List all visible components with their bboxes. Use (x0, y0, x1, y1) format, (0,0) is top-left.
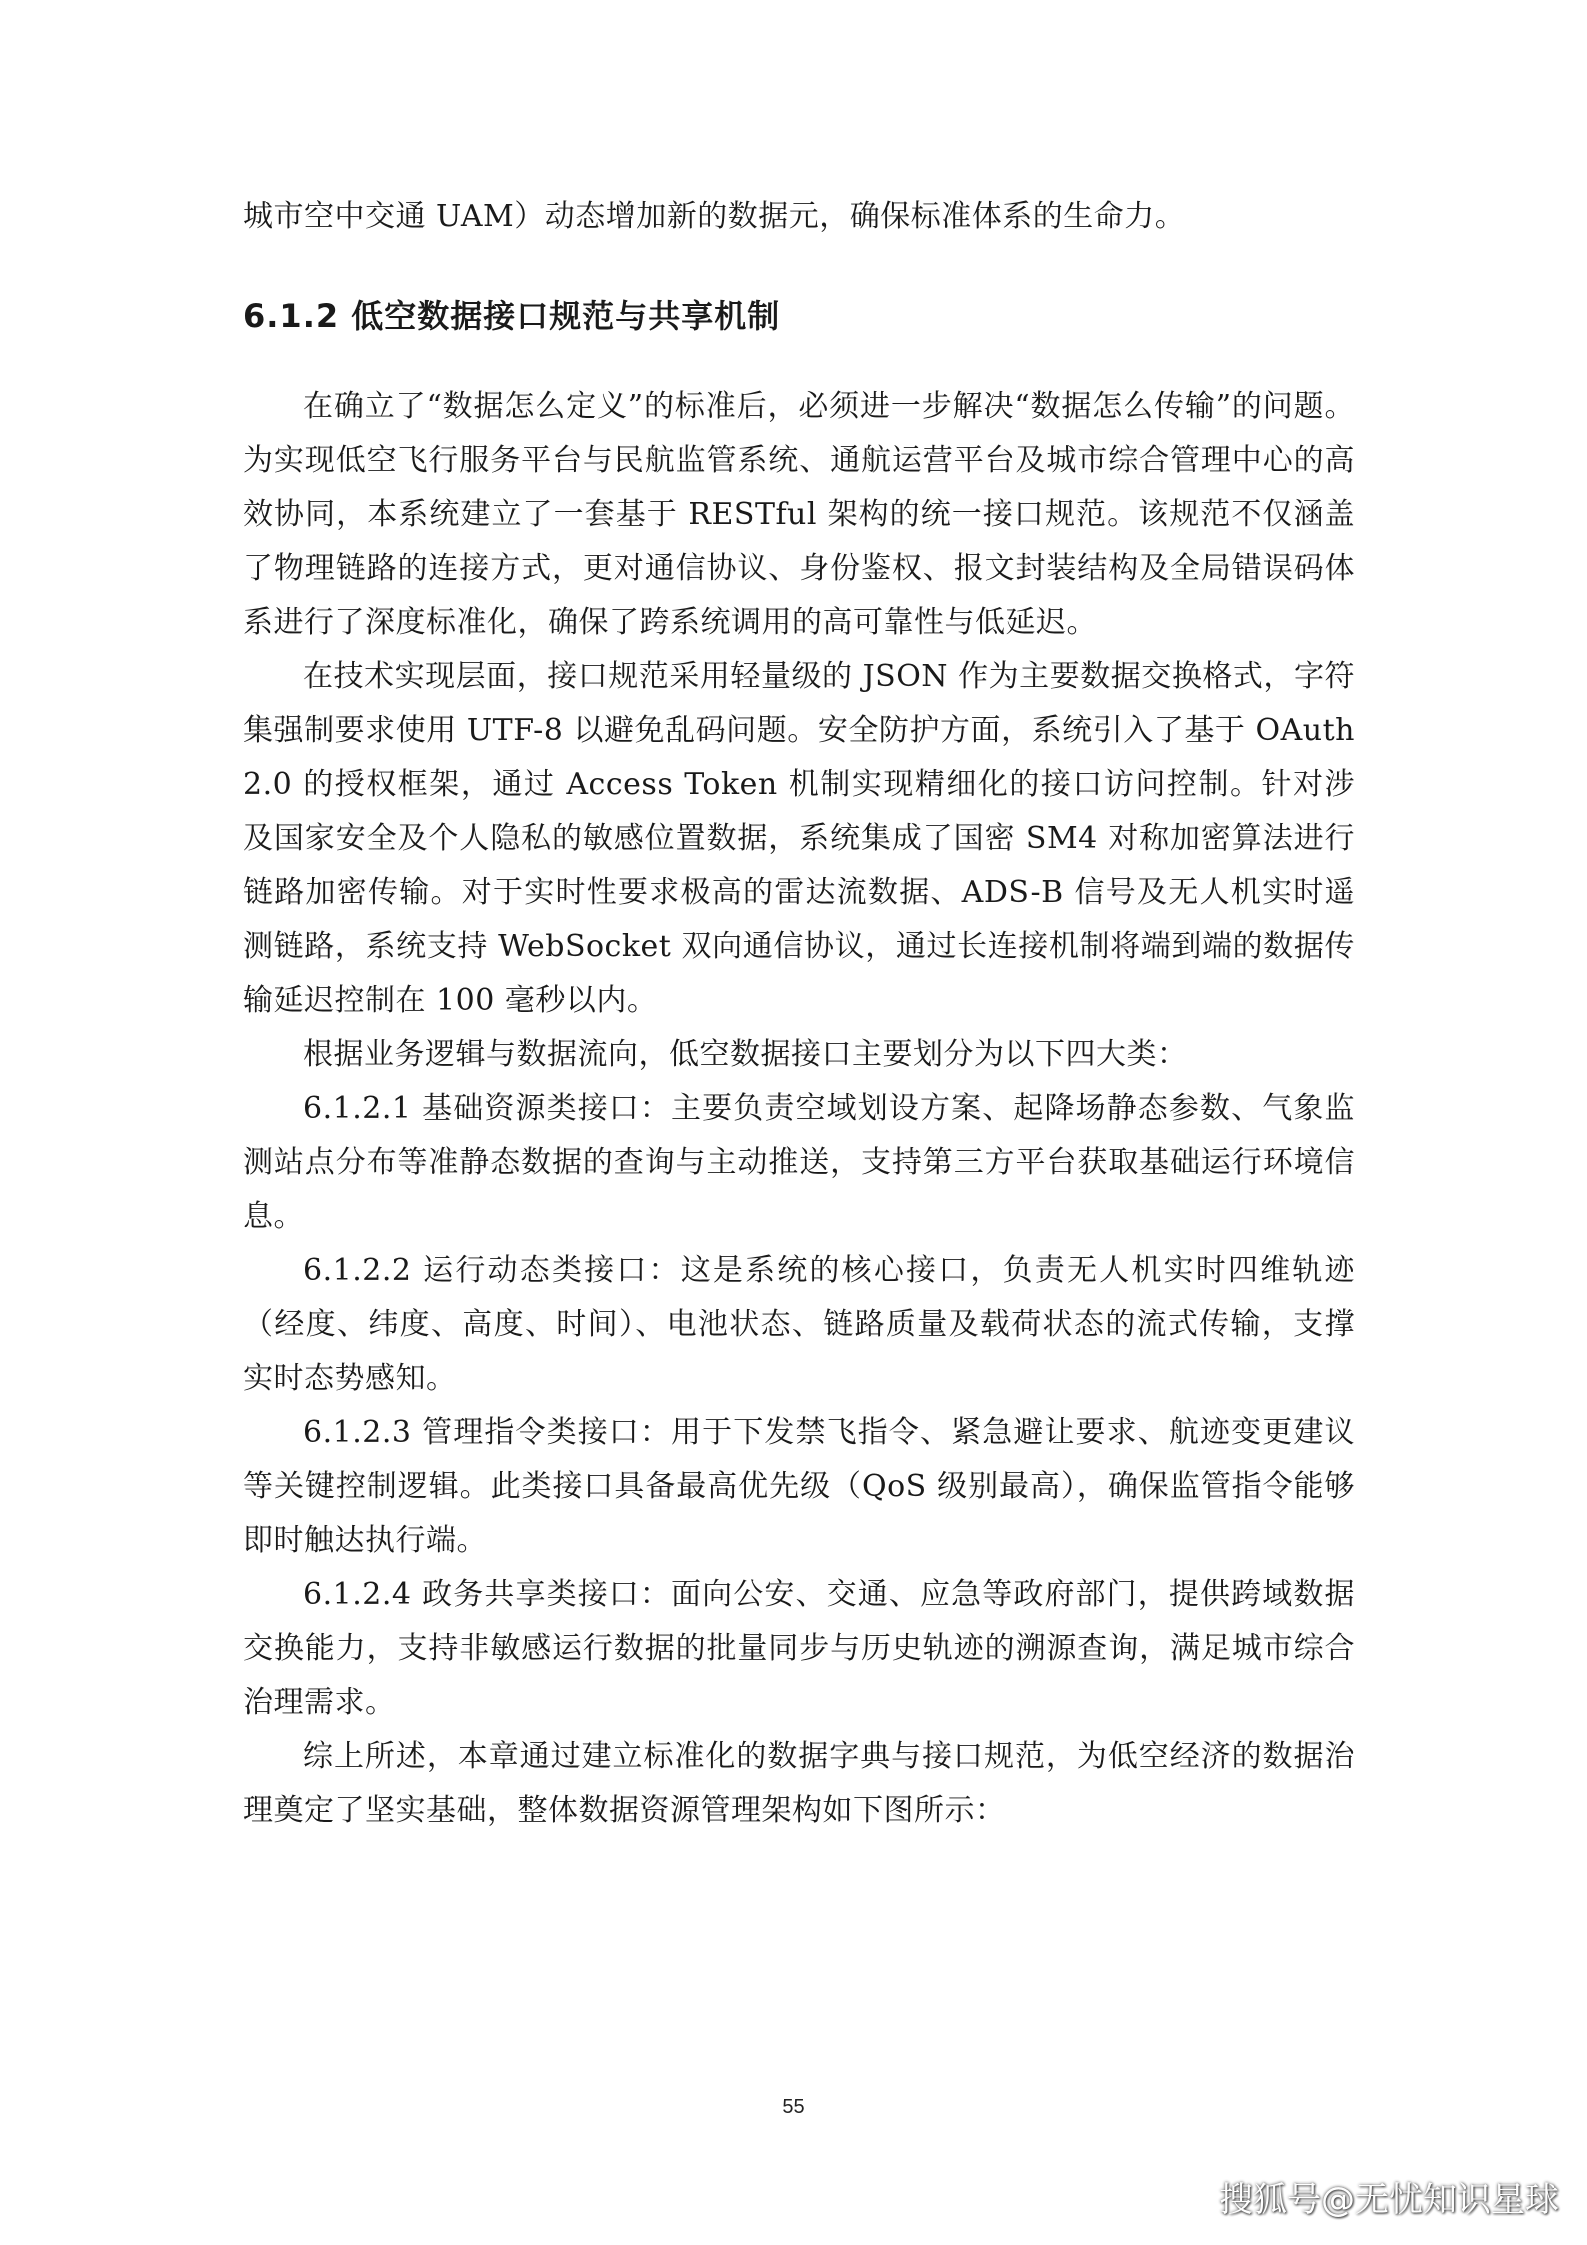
page-number: 55 (782, 2096, 805, 2118)
paragraph-technical: 在技术实现层面，接口规范采用轻量级的 JSON 作为主要数据交换格式，字符集强制要求使用 UTF-8 以避免乱码问题。安全防护方面，系统引入了基于 OAuth 2.0 的授权框架，通过 Access Token 机制实现精细化的接口访问控制。针对涉及国家安全及个人隐私的敏感位置数据，系统集成了国密 SM4 对称加密算法进行链路加密传输。对于实时性要求极高的雷达流数据、ADS-B 信号及无人机实时遥测链路，系统支持 WebSocket 双向通信协议，通过长连接机制将端到端的数据传输延迟控制在 100 毫秒以内。 (243, 659, 1355, 1018)
paragraph-interface-basic: 6.1.2.1 基础资源类接口：主要负责空域划设方案、起降场静态参数、气象监测站点分布等准静态数据的查询与主动推送，支持第三方平台获取基础运行环境信息。 (243, 1091, 1355, 1234)
paragraph-categories-intro: 根据业务逻辑与数据流向，低空数据接口主要划分为以下四大类： (303, 1037, 1188, 1072)
paragraph-summary: 综上所述，本章通过建立标准化的数据字典与接口规范，为低空经济的数据治理奠定了坚实基础，整体数据资源管理架构如下图所示： (243, 1739, 1355, 1828)
lead-paragraph: 城市空中交通 UAM）动态增加新的数据元，确保标准体系的生命力。 (243, 199, 1186, 234)
section-heading: 6.1.2 低空数据接口规范与共享机制 (243, 297, 781, 335)
watermark: 搜狐号@无忧知识星球 (1219, 2180, 1559, 2220)
document-body (243, 190, 1355, 1838)
paragraph-intro: 在确立了“数据怎么定义”的标准后，必须进一步解决“数据怎么传输”的问题。为实现低空飞行服务平台与民航监管系统、通航运营平台及城市综合管理中心的高效协同，本系统建立了一套基于 RESTful 架构的统一接口规范。该规范不仅涵盖了物理链路的连接方式，更对通信协议、身份鉴权、报文封装结构及全局错误码体系进行了深度标准化，确保了跨系统调用的高可靠性与低延迟。 (243, 389, 1355, 640)
paragraph-interface-dynamic: 6.1.2.2 运行动态类接口：这是系统的核心接口，负责无人机实时四维轨迹（经度、纬度、高度、时间）、电池状态、链路质量及载荷状态的流式传输，支撑实时态势感知。 (243, 1253, 1355, 1396)
paragraph-interface-government: 6.1.2.4 政务共享类接口：面向公安、交通、应急等政府部门，提供跨域数据交换能力，支持非敏感运行数据的批量同步与历史轨迹的溯源查询，满足城市综合治理需求。 (243, 1577, 1355, 1720)
paragraph-interface-command: 6.1.2.3 管理指令类接口：用于下发禁飞指令、紧急避让要求、航迹变更建议等关键控制逻辑。此类接口具备最高优先级（QoS 级别最高），确保监管指令能够即时触达执行端。 (243, 1415, 1355, 1558)
